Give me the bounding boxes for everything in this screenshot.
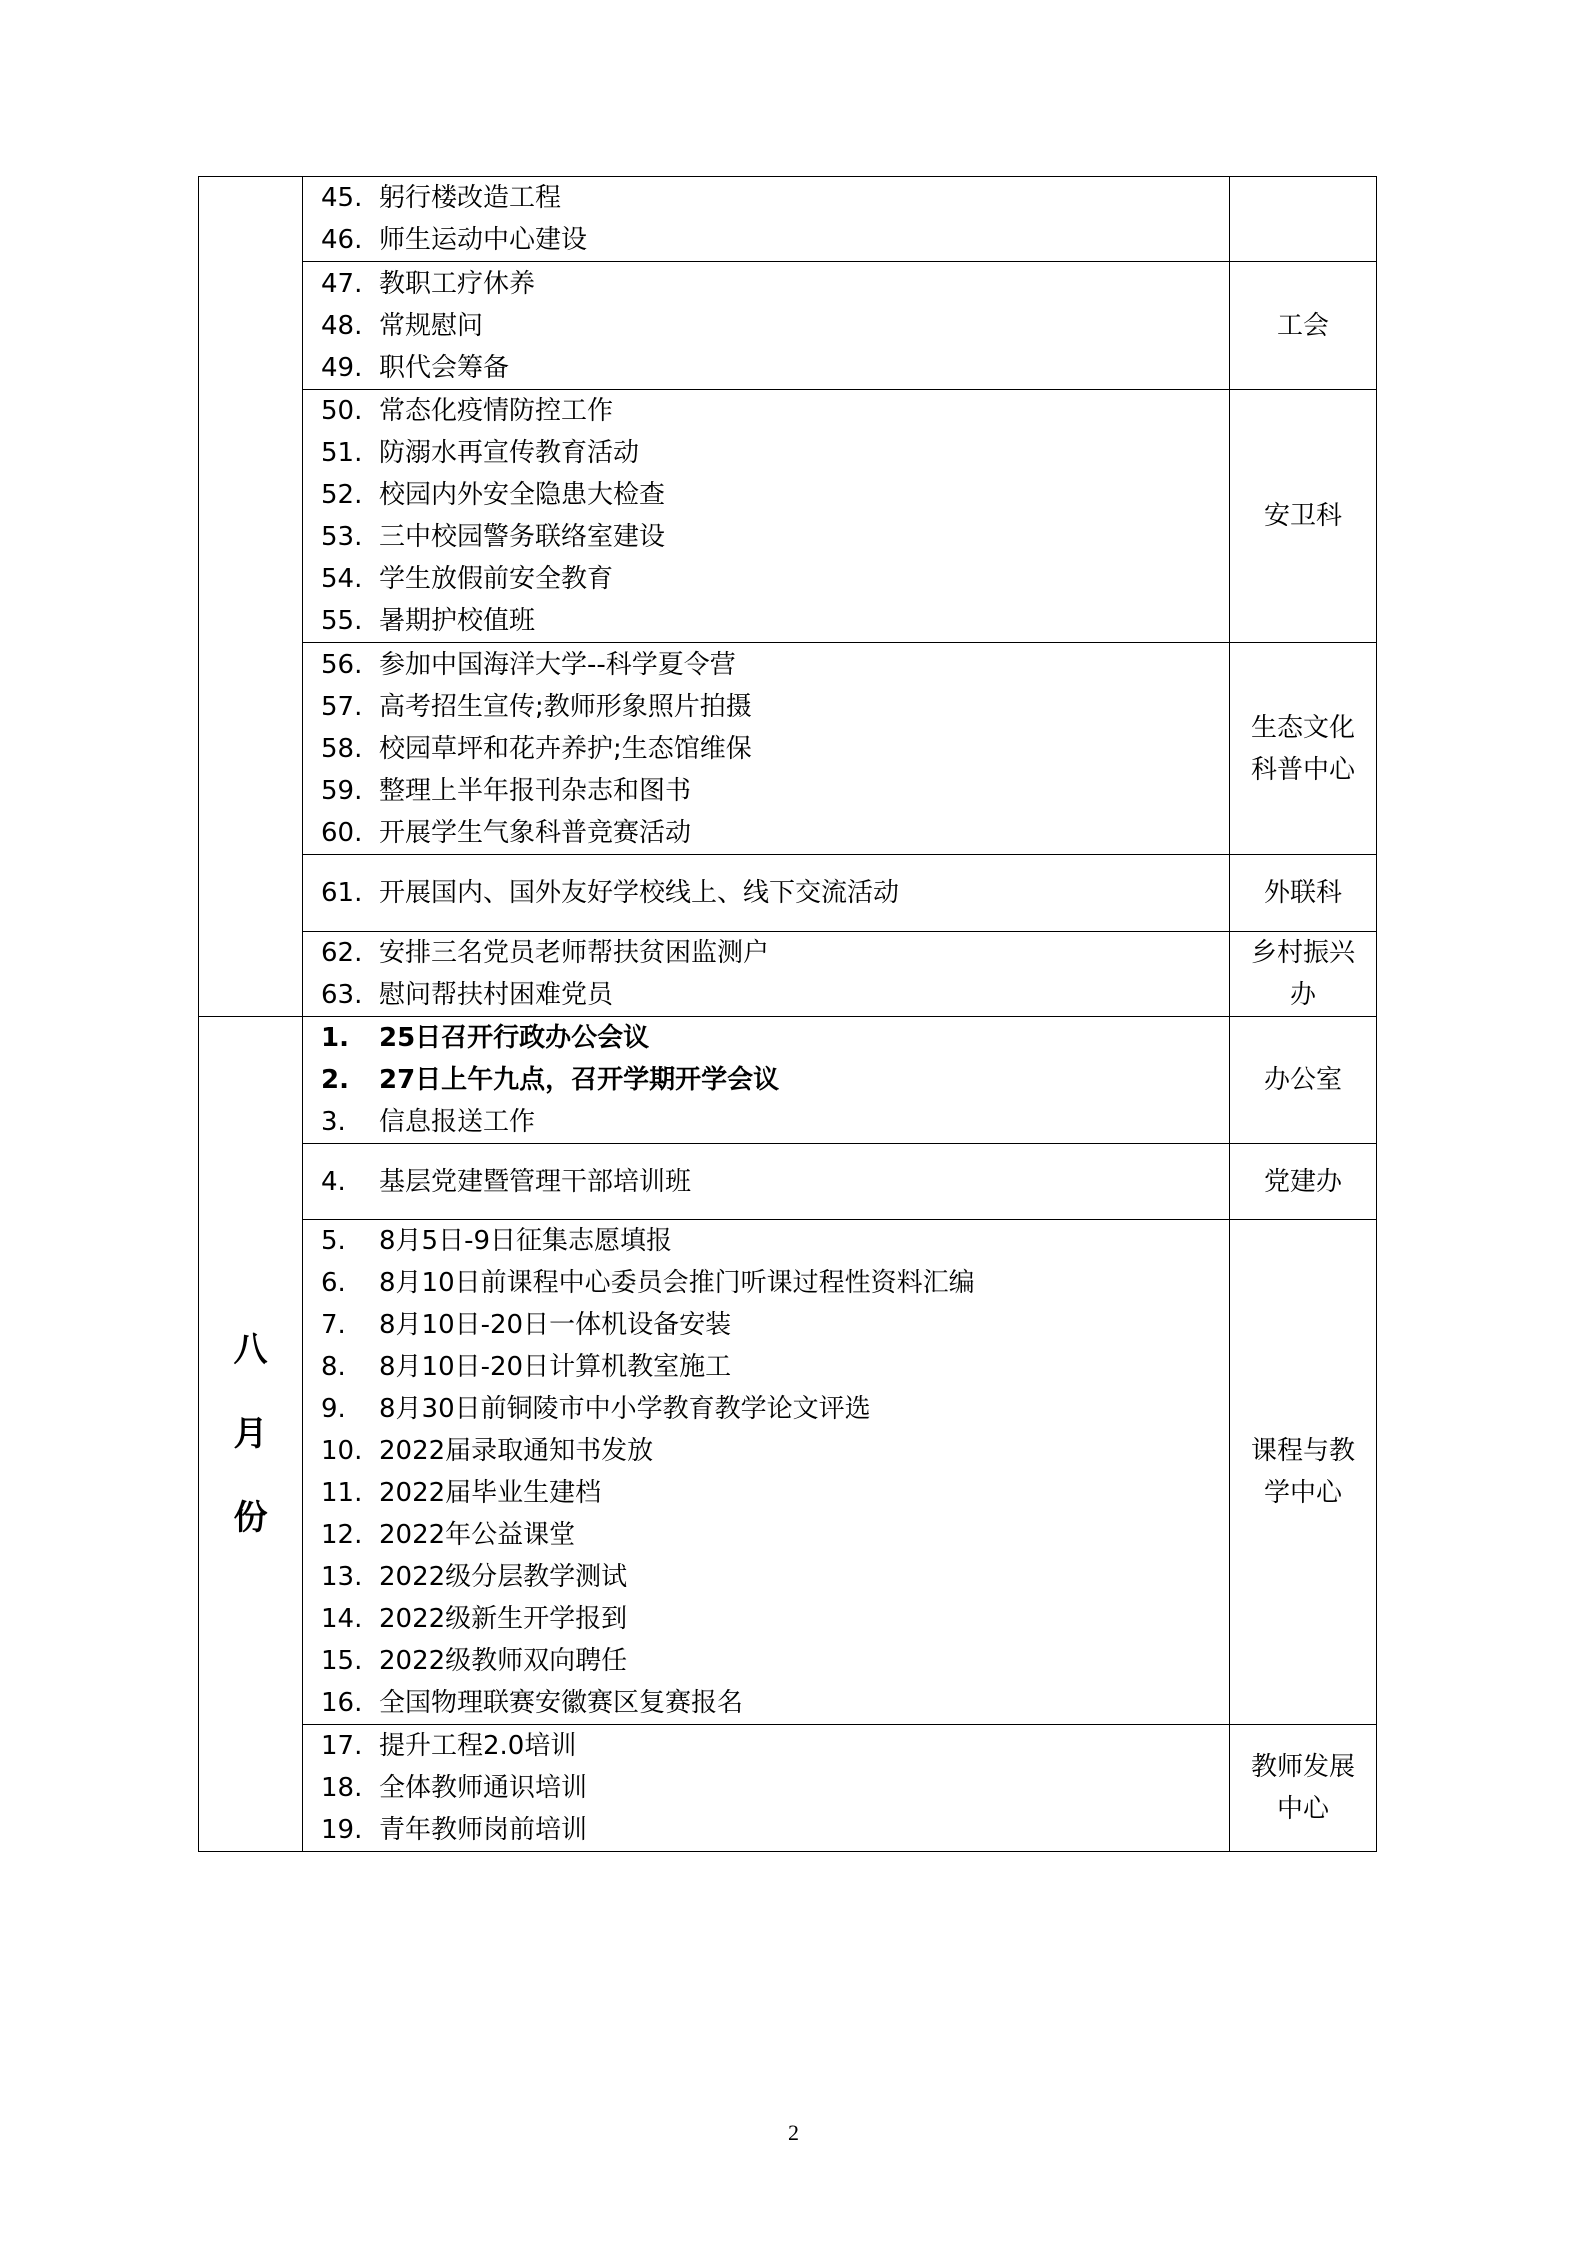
task-list	[303, 643, 1230, 855]
task-item	[321, 1220, 1229, 1262]
task-item	[321, 347, 1229, 389]
task-item	[321, 600, 1229, 642]
task-item	[321, 974, 1229, 1016]
task-item	[321, 219, 1229, 261]
department-cell	[1230, 1220, 1377, 1725]
task-text: 师生运动中心建设	[379, 225, 588, 255]
month-char: 月	[233, 1414, 268, 1454]
task-number: 13.	[321, 1562, 363, 1592]
task-item	[321, 263, 1229, 305]
task-text: 信息报送工作	[379, 1107, 536, 1137]
task-text: 2022级分层教学测试	[379, 1562, 628, 1592]
task-number: 57.	[321, 691, 363, 722]
department-cell	[1230, 855, 1377, 932]
work-plan-table	[198, 176, 1377, 1852]
task-number: 51.	[321, 438, 363, 468]
task-item	[321, 932, 1229, 974]
task-item	[321, 1388, 1229, 1430]
task-number: 3.	[321, 1107, 346, 1137]
task-number: 54.	[321, 564, 363, 594]
task-item	[321, 516, 1229, 558]
task-text: 职代会筹备	[379, 352, 510, 383]
department-cell	[1230, 643, 1377, 855]
department-cell	[1230, 1017, 1377, 1144]
task-number: 6.	[321, 1268, 346, 1298]
task-text: 整理上半年报刊杂志和图书	[379, 775, 692, 806]
task-text: 慰问帮扶村困难党员	[379, 980, 614, 1010]
task-number: 18.	[321, 1773, 363, 1803]
task-text: 校园内外安全隐患大检查	[379, 480, 666, 510]
task-list	[303, 1144, 1230, 1220]
task-item	[321, 1598, 1229, 1640]
task-number: 60.	[321, 817, 363, 848]
task-number: 1.	[321, 1023, 349, 1053]
task-item	[321, 1725, 1229, 1767]
task-text: 防溺水再宣传教育活动	[379, 438, 640, 468]
task-number: 59.	[321, 775, 363, 806]
task-text: 参加中国海洋大学--科学夏令营	[379, 649, 736, 680]
task-text: 三中校园警务联络室建设	[379, 522, 666, 552]
task-number: 7.	[321, 1310, 346, 1340]
task-list	[303, 262, 1230, 390]
task-number: 5.	[321, 1226, 346, 1256]
task-number: 48.	[321, 310, 363, 341]
task-list	[303, 855, 1230, 932]
task-text: 2022年公益课堂	[379, 1520, 576, 1550]
task-text: 8月10日-20日计算机教室施工	[379, 1352, 732, 1382]
task-number: 11.	[321, 1478, 363, 1508]
task-item	[321, 872, 1229, 914]
task-text: 8月10日前课程中心委员会推门听课过程性资料汇编	[379, 1268, 975, 1298]
task-item	[321, 1556, 1229, 1598]
task-item	[321, 1472, 1229, 1514]
task-number: 63.	[321, 980, 363, 1010]
task-item	[321, 644, 1229, 686]
task-number: 46.	[321, 225, 363, 255]
task-number: 61.	[321, 878, 363, 908]
task-number: 56.	[321, 649, 363, 680]
task-text: 2022届毕业生建档	[379, 1478, 602, 1508]
task-text: 25日召开行政办公会议	[379, 1023, 650, 1053]
task-text: 基层党建暨管理干部培训班	[379, 1166, 692, 1197]
department-name: 乡村振兴办	[1250, 938, 1355, 1010]
task-number: 12.	[321, 1520, 363, 1550]
task-text: 8月10日-20日一体机设备安装	[379, 1310, 732, 1340]
task-list	[303, 932, 1230, 1017]
task-text: 2022届录取通知书发放	[379, 1436, 654, 1466]
task-number: 52.	[321, 480, 363, 510]
department-cell	[1230, 390, 1377, 643]
task-text: 常态化疫情防控工作	[379, 396, 614, 426]
task-text: 提升工程2.0培训	[379, 1731, 577, 1761]
department-name: 办公室	[1263, 1065, 1342, 1095]
task-item	[321, 1767, 1229, 1809]
department-name: 生态文化科普中心	[1250, 712, 1355, 785]
task-item	[321, 305, 1229, 347]
task-item	[321, 1017, 1229, 1059]
task-text: 27日上午九点，召开学期开学会议	[379, 1065, 780, 1095]
task-text: 躬行楼改造工程	[379, 183, 562, 213]
task-number: 9.	[321, 1394, 346, 1424]
task-list	[303, 1725, 1230, 1852]
task-item	[321, 686, 1229, 728]
task-item	[321, 474, 1229, 516]
table-row	[199, 643, 1377, 855]
task-text: 常规慰问	[379, 310, 484, 341]
task-item	[321, 1304, 1229, 1346]
task-text: 2022级新生开学报到	[379, 1604, 628, 1634]
task-text: 青年教师岗前培训	[379, 1815, 588, 1845]
department-name: 外联科	[1263, 878, 1342, 908]
task-item	[321, 1161, 1229, 1203]
task-number: 49.	[321, 352, 363, 383]
task-number: 58.	[321, 733, 363, 764]
task-number: 17.	[321, 1731, 363, 1761]
task-item	[321, 1640, 1229, 1682]
task-number: 2.	[321, 1065, 349, 1095]
task-item	[321, 1514, 1229, 1556]
table-row	[199, 390, 1377, 643]
department-name: 课程与教学中心	[1250, 1436, 1355, 1508]
table-row	[199, 932, 1377, 1017]
month-cell-august	[199, 1017, 303, 1852]
task-text: 教职工疗休养	[379, 268, 536, 299]
task-text: 暑期护校值班	[379, 606, 536, 636]
task-item	[321, 432, 1229, 474]
table-row	[199, 177, 1377, 262]
department-name: 安卫科	[1263, 501, 1342, 531]
department-name: 党建办	[1263, 1166, 1342, 1197]
task-list	[303, 177, 1230, 262]
task-text: 全国物理联赛安徽赛区复赛报名	[379, 1688, 744, 1718]
task-text: 开展国内、国外友好学校线上、线下交流活动	[379, 878, 900, 908]
table-row	[199, 1725, 1377, 1852]
task-number: 47.	[321, 268, 363, 299]
task-item	[321, 177, 1229, 219]
task-list	[303, 1220, 1230, 1725]
task-number: 50.	[321, 396, 363, 426]
table-row	[199, 262, 1377, 390]
department-cell	[1230, 932, 1377, 1017]
task-item	[321, 728, 1229, 770]
task-number: 55.	[321, 606, 363, 636]
task-item	[321, 770, 1229, 812]
task-text: 2022级教师双向聘任	[379, 1646, 628, 1676]
department-cell	[1230, 1144, 1377, 1220]
month-char: 份	[233, 1498, 268, 1538]
task-item	[321, 1682, 1229, 1724]
task-item	[321, 1262, 1229, 1304]
task-number: 4.	[321, 1166, 346, 1197]
task-number: 14.	[321, 1604, 363, 1634]
task-list	[303, 390, 1230, 643]
task-text: 安排三名党员老师帮扶贫困监测户	[379, 938, 770, 968]
task-number: 15.	[321, 1646, 363, 1676]
task-number: 62.	[321, 938, 363, 968]
task-text: 学生放假前安全教育	[379, 564, 614, 594]
month-char: 八	[233, 1330, 268, 1370]
task-text: 8月5日-9日征集志愿填报	[379, 1226, 673, 1256]
task-number: 45.	[321, 183, 363, 213]
task-item	[321, 1809, 1229, 1851]
task-number: 16.	[321, 1688, 363, 1718]
department-cell	[1230, 262, 1377, 390]
task-item	[321, 1101, 1229, 1143]
department-cell	[1230, 1725, 1377, 1852]
month-cell	[199, 177, 303, 1017]
task-number: 53.	[321, 522, 363, 552]
page-number: 2	[788, 2120, 799, 2145]
department-name: 教师发展中心	[1250, 1752, 1355, 1824]
task-number: 19.	[321, 1815, 363, 1845]
task-item	[321, 1346, 1229, 1388]
table-row	[199, 1017, 1377, 1144]
table-row	[199, 855, 1377, 932]
task-number: 10.	[321, 1436, 363, 1466]
task-text: 高考招生宣传;教师形象照片拍摄	[379, 691, 752, 722]
task-text: 8月30日前铜陵市中小学教育教学论文评选	[379, 1394, 871, 1424]
department-name: 工会	[1276, 310, 1329, 341]
task-list	[303, 1017, 1230, 1144]
task-item	[321, 558, 1229, 600]
task-number: 8.	[321, 1352, 346, 1382]
table-row	[199, 1144, 1377, 1220]
task-text: 开展学生气象科普竞赛活动	[379, 817, 692, 848]
table-row	[199, 1220, 1377, 1725]
task-item	[321, 812, 1229, 854]
department-cell	[1230, 177, 1377, 262]
task-item	[321, 1430, 1229, 1472]
task-text: 全体教师通识培训	[379, 1773, 588, 1803]
task-text: 校园草坪和花卉养护;生态馆维保	[379, 733, 752, 764]
task-item	[321, 390, 1229, 432]
task-item	[321, 1059, 1229, 1101]
